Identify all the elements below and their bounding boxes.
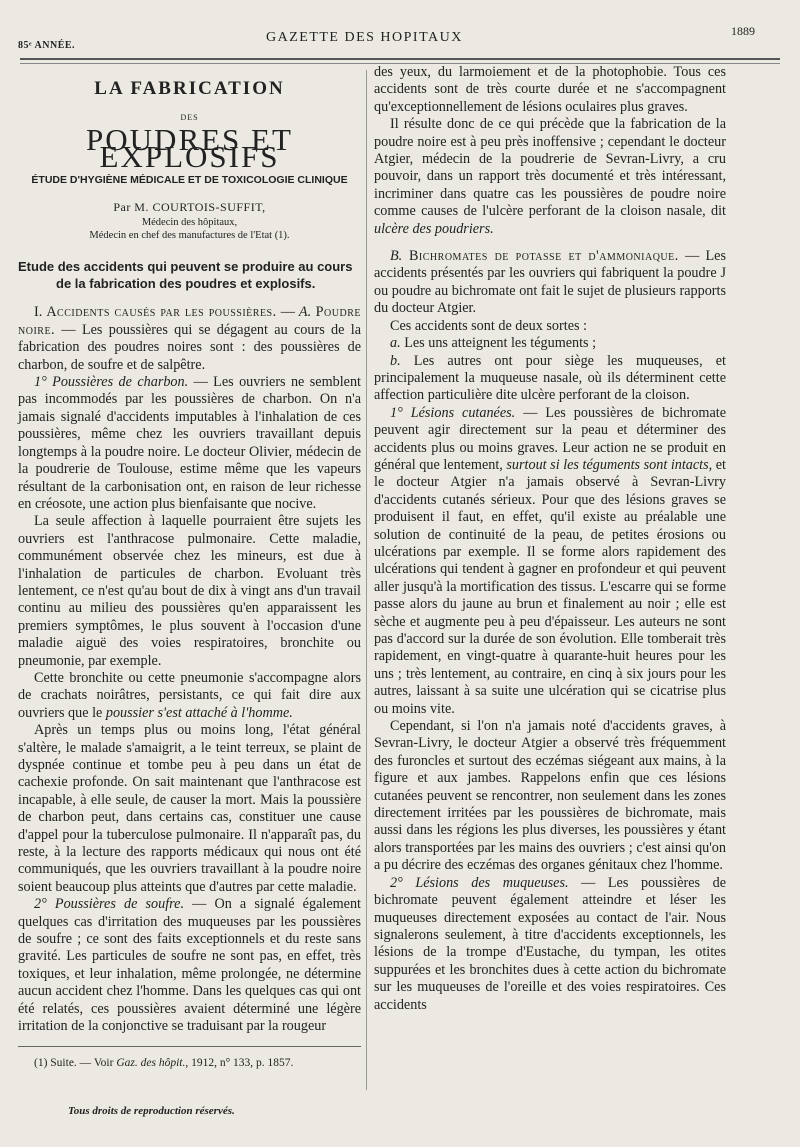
- paragraph: La seule affection à laquelle pourraient être sujets les ouvriers est l'anthracose pulmonaire. Cette maladie, communément observée chez les mineurs, est due à l'inhalation de particules de charbon. Evoluant très lentement, ce n'est qu'au bout de dix à vingt ans d'un travail continu au milieu des poussières qu'en apparaissent les premiers symptômes, le plus souvent à l'occasion d'une maladie aiguë des voies respiratoires, bronchite ou pneumonie, par exemple.: [18, 513, 361, 669]
- paragraph: 2° Lésions des muqueuses. — Les poussières de bichromate peuvent également atteindre et léser les muqueuses directement exposées au contact de l'air. Nous signalerons seulement, à titre d'accidents exceptionnels, les lésions de la trompe d'Eustache, du tympan, les otites suppurées et les bronchites dues à cette action du bichromate sur les muqueuses de l'oreille et des voies respiratoires. Ces accidents: [374, 874, 727, 1013]
- journal-title: GAZETTE DES HOPITAUX: [266, 30, 463, 45]
- left-column: [18, 70, 361, 1072]
- running-head: [16, 24, 755, 52]
- paragraph: 1° Poussières de charbon. — Les ouvriers ne semblent pas incommodés par les poussières de charbon. On n'a jamais signalé d'accidents imputables à l'inhalation de ces poussières, même chez les ouvriers travaillant depuis longtemps à la poudre noire. Le docteur Olivier, médecin de la poudrerie de Toulouse, estime même que les vapeurs résultant de la carbonisation ont, en raison de leur richesse en créosote, une action plus bienfaisante que nocive.: [18, 374, 361, 512]
- paragraph: 1° Lésions cutanées. — Les poussières de bichromate peuvent agir directement sur la peau et déterminer des accidents plus ou moins graves. Leur action ne se produit en général que lentement, surtout si les téguments sont intacts, et le docteur Atgier n'a jamais observé à Sevran-Livry d'accidents cutanés sérieux. Pour que des lésions graves se produisent il faut, en effet, qu'il existe au préalable une solution de continuité de la peau, de petites érosions ou ulcérations par exemple. Il se forme alors rapidement des ulcérations qui tendent à gagner en profondeur et qui peuvent aller jusqu'à la mortification des tissus. L'escarre qui se forme passe alors du jaune au brun et finalement au noir ; elle est sèche et augmente peu à peu d'épaisseur. Les auteurs ne sont pas d'accord sur la durée de son évolution. Elle tomberait très rapidement, en vingt-quatre à quarante-huit heures pour les uns ; très lentement, au contraire, en cinq à six jours pour les autres, laissant à sa suite une ulcération qui se cicatrise plus ou moins vite.: [374, 404, 727, 717]
- paragraph: b. Les autres ont pour siège les muqueuses, et principalement la muqueuse nasale, où ils déterminent cette affection particulière dite ulcère perforant de la cloison.: [374, 352, 726, 404]
- header-rule: [20, 58, 780, 60]
- paragraph: des yeux, du larmoiement et de la photophobie. Tous ces accidents sont de très courte durée et ne s'accompagnent qu'exceptionnellement de lésions oculaires plus graves.: [374, 64, 726, 115]
- paragraph: Cependant, si l'on n'a jamais noté d'accidents graves, à Sevran-Livry, le docteur Atgier a observé très fréquemment des furoncles et surtout des eczémas siégeant aux mains, à la figure et aux jambes. Rappelons enfin que ces lésions cutanées peuvent se rencontrer, non seulement dans les zones directement irritées par les poussières de bichromate, mais aussi dans les régions les plus diverses, les poussières y étant alors transportées par les mains des ouvriers ; c'est ainsi qu'on a pu décrire des eczémas des organes génitaux chez l'homme.: [374, 718, 726, 874]
- footnote-rule: [18, 1046, 361, 1047]
- paragraph: Ces accidents sont de deux sortes :: [390, 317, 588, 334]
- article-subtitle: ÉTUDE D'HYGIÈNE MÉDICALE ET DE TOXICOLOGIE CLINIQUE: [31, 173, 348, 186]
- article-title-des: DES: [180, 113, 199, 123]
- footnote: (1) Suite. — Voir Gaz. des hôpit., 1912, n° 133, p. 1857.: [34, 1056, 294, 1069]
- paragraph: a. Les uns atteignent les téguments ;: [390, 335, 597, 352]
- paragraph: 2° Poussières de soufre. — On a signalé également quelques cas d'irritation des muqueuses par les poussières de soufre ; ce sont des faits exceptionnels et du reste sans gravité. Les particules de soufre ne sont pas, en effet, très toxiques, et leur inhalation, même prolongée, ne détermine aucun accident chez l'homme. Dans les quelques cas qui ont été relatés, ces poussières avaient déterminé une légère irritation de la conjonctive se traduisant par la rougeur: [18, 896, 361, 1035]
- paragraph: Il résulte donc de ce qui précède que la fabrication de la poudre noire est à peu près inoffensive ; cependant le docteur Atgier, médecin de la poudrerie de Sevran-Livry, a cru pouvoir, dans un rapport très documenté et très intéressant, incriminer dans quatre cas les poussières de poudre noire comme causes de l'ulcère perforant de la cloison nasale, dit ulcère des poudriers.: [374, 116, 726, 237]
- author-affiliation-1: Médecin des hôpitaux,: [141, 217, 238, 229]
- section-heading-line1: Etude des accidents qui peuvent se produire au cours: [18, 259, 353, 275]
- section-heading-line2: de la fabrication des poudres et explosifs.: [56, 276, 316, 292]
- page-number: 1889: [731, 24, 755, 38]
- year-label: 85ᵉ ANNÉE.: [18, 40, 76, 51]
- paragraph: B. Bichromates de potasse et d'ammoniaque. — Les accidents présentés par les ouvriers qui fabriquent la poudre J ou poudre au bichromate ont fait le sujet de plusieurs rapports du docteur Atgier.: [374, 248, 726, 317]
- copyright-notice: Tous droits de reproduction réservés.: [68, 1105, 235, 1117]
- section-heading: [18, 258, 361, 292]
- paragraph: Après un temps plus ou moins long, l'état général s'altère, le malade s'amaigrit, a le teint terreux, se plaint de dyspnée continue et tombe peu à peu dans un état de cachexie profonde. On sait maintenant que l'anthracose est incapable, à elle seule, de causer la mort. Mais la poussière de charbon peut, dans certains cas, constituer une cause d'appel pour la tuberculose pulmonaire. Il n'apparaît pas, du reste, à la lecture des rapports médicaux qui nous ont été communiqués, que les ouvriers travaillant à la poudre noire soient beaucoup plus atteints que d'autres par cette maladie.: [18, 722, 361, 895]
- article-author: Par M. COURTOIS-SUFFIT,: [113, 200, 266, 215]
- author-affiliation-2: Médecin en chef des manufactures de l'Etat (1).: [89, 230, 290, 242]
- right-column: [374, 64, 726, 1014]
- article-main-title: POUDRES ET EXPLOSIFS: [86, 121, 293, 175]
- spacer: [374, 238, 726, 248]
- column-divider: [366, 70, 367, 1090]
- article-title-line1: LA FABRICATION: [94, 78, 285, 99]
- paragraph: I. Accidents causés par les poussières. — A. Poudre noire. — Les poussières qui se dégagent au cours de la fabrication des poudres noires sont : des poussières de charbon, de soufre et de salpêtre.: [18, 304, 362, 373]
- paragraph: Cette bronchite ou cette pneumonie s'accompagne alors de crachats noirâtres, persistants, ce qui fait dire aux ouvriers que le poussier s'est attaché à l'homme.: [18, 669, 361, 721]
